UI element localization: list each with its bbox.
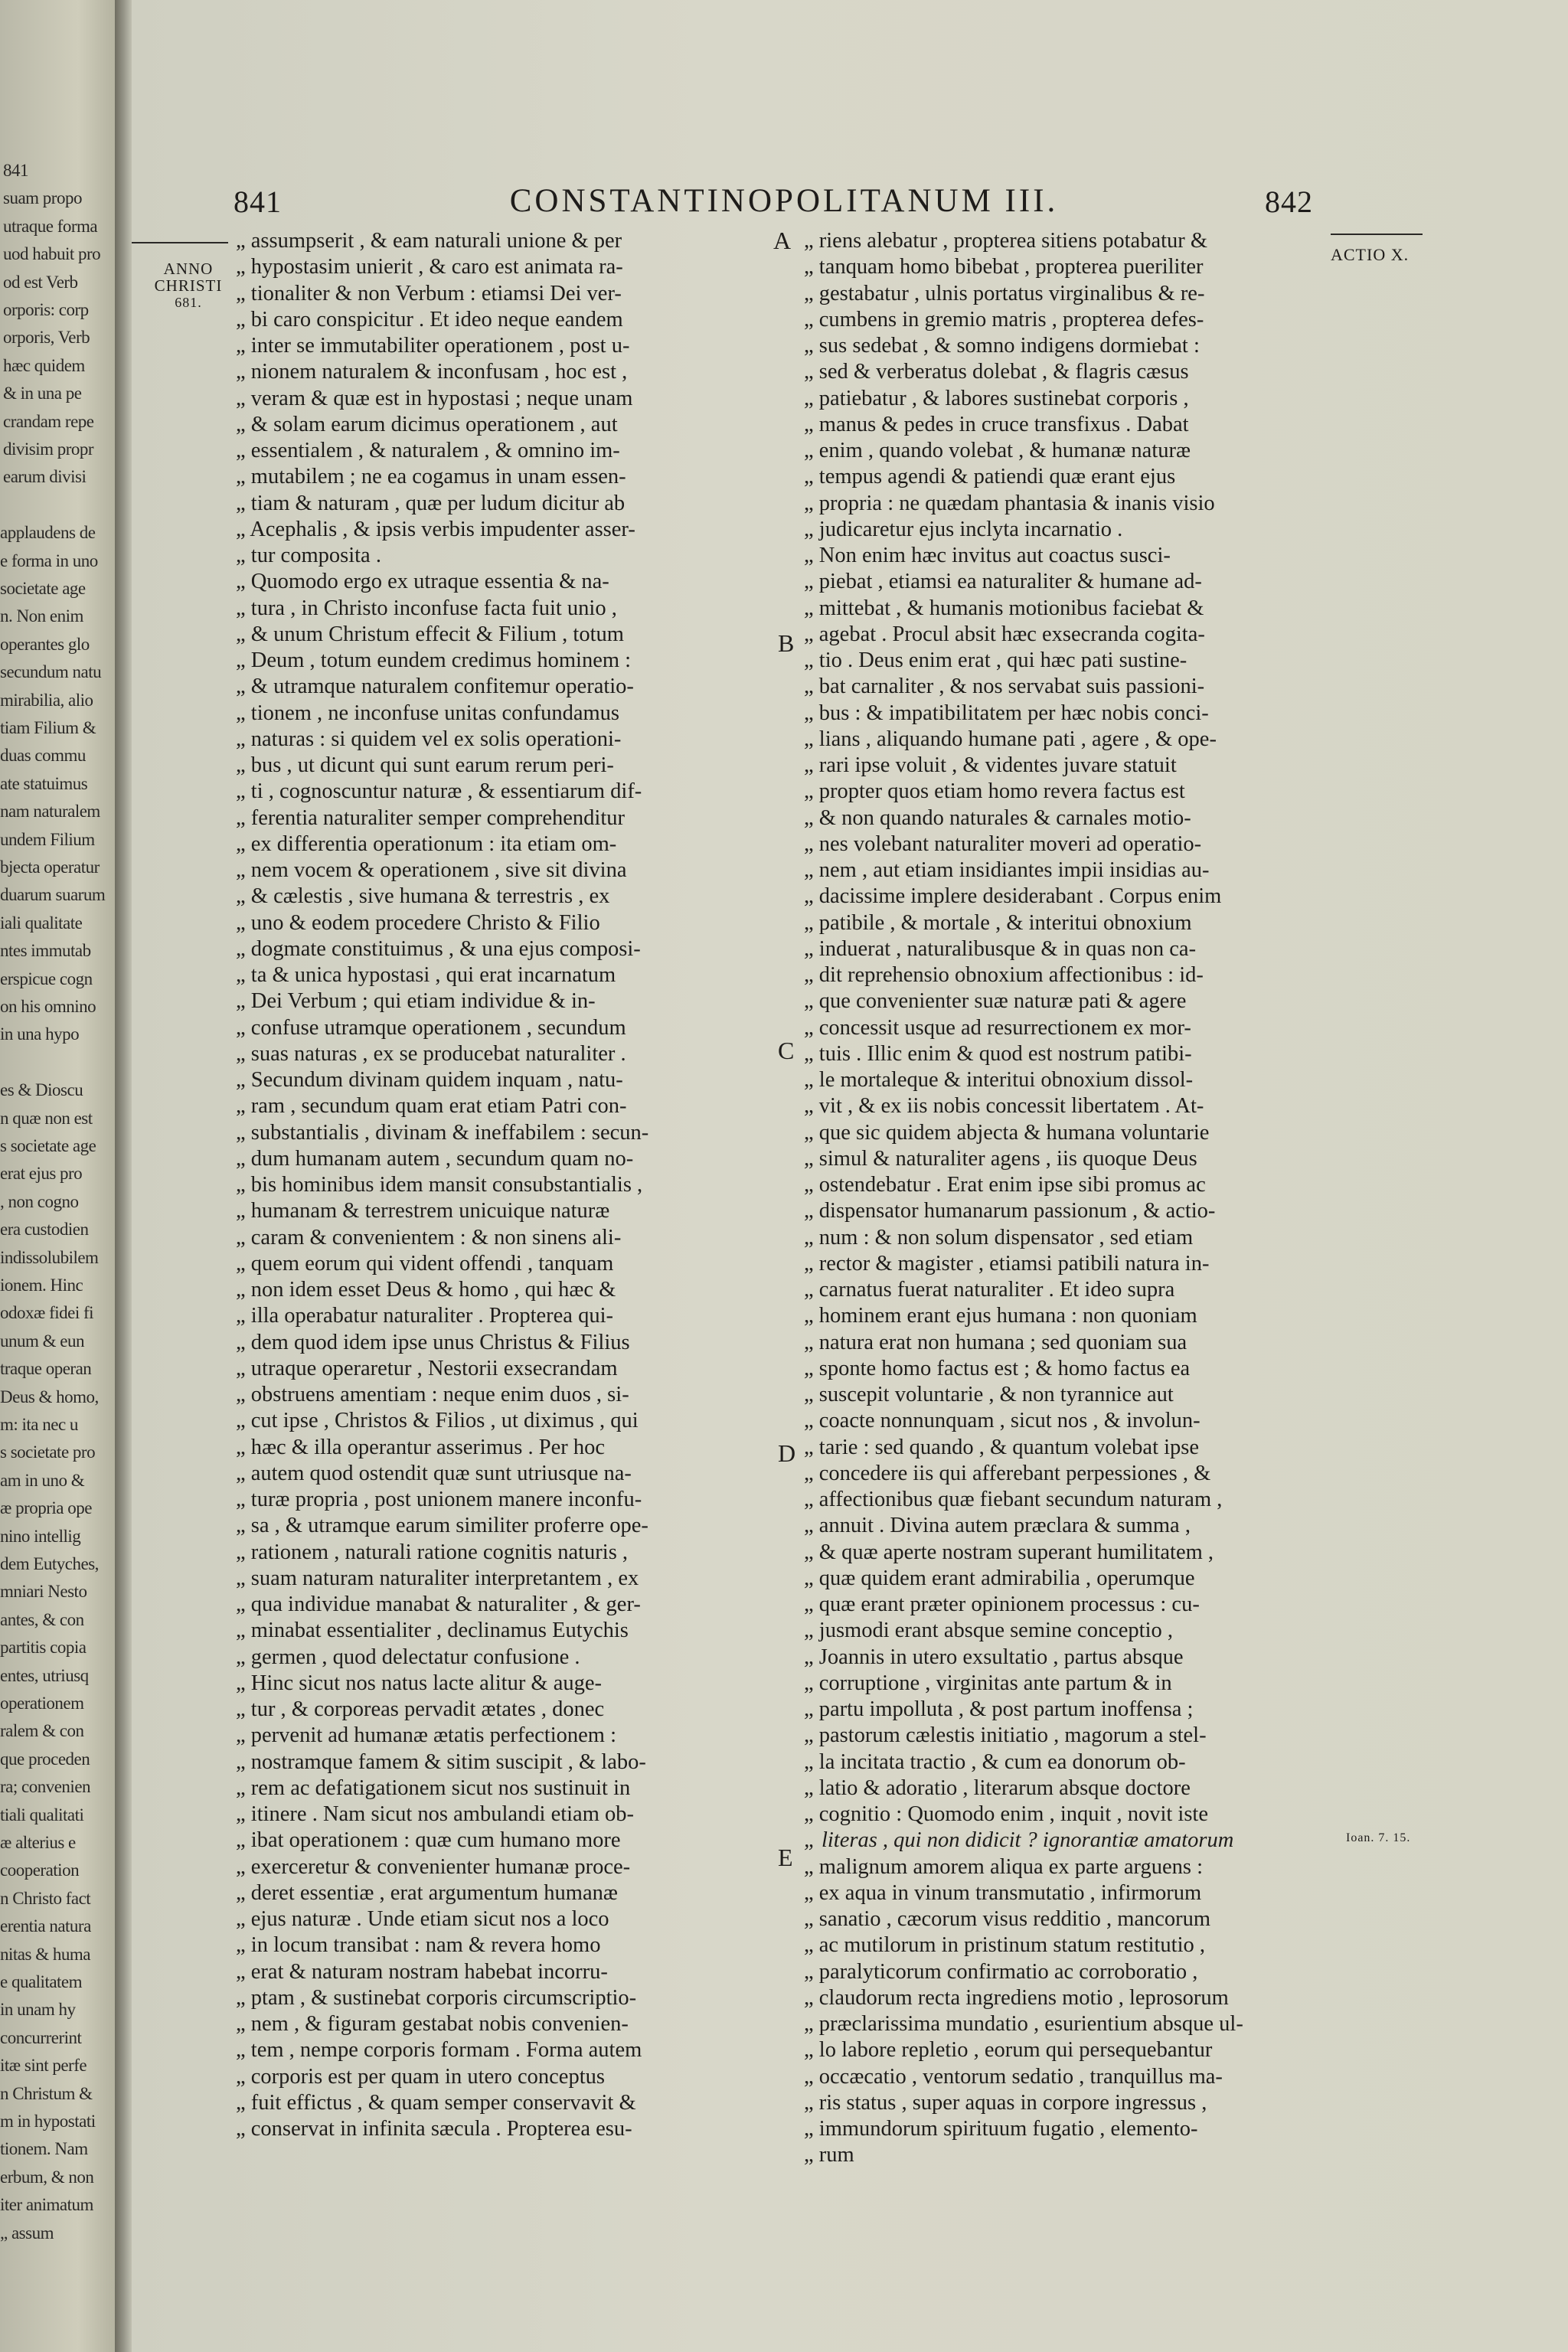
text-line: „ turæ propria , post unionem manere inconfu- bbox=[236, 1488, 642, 1511]
spine-text-line: 841 bbox=[3, 161, 28, 180]
spine-text-line: ionem. Hinc bbox=[0, 1276, 83, 1295]
section-mark-a: A bbox=[773, 227, 792, 254]
spine-text-line: ra; convenien bbox=[0, 1777, 91, 1797]
text-line: „ gestabatur , ulnis portatus virginalibus & re- bbox=[804, 281, 1205, 305]
spine-text-line: n Christo fact bbox=[0, 1888, 91, 1908]
spine-text-line: duas commu bbox=[0, 746, 86, 766]
text-line: „ fuit effictus , & quam semper conservavit & bbox=[236, 2090, 636, 2115]
text-line: „ que convenienter suæ naturæ pati & agere bbox=[804, 989, 1187, 1014]
page-title: CONSTANTINOPOLITANUM III. bbox=[509, 183, 1059, 219]
text-line: „ tura , in Christo inconfuse facta fuit unio , bbox=[236, 596, 617, 620]
text-line: „ la incitata tractio , & cum ea donorum ob- bbox=[804, 1749, 1186, 1774]
text-line: „ tanquam homo bibebat , propterea pueriliter bbox=[804, 255, 1204, 279]
spine-text-line: erentia natura bbox=[0, 1916, 91, 1936]
spine-text-line: iter animatum bbox=[0, 2195, 93, 2215]
spine-text-line: tiam Filium & bbox=[0, 718, 96, 737]
text-line: „ bus : & impatibilitatem per hæc nobis conci- bbox=[804, 701, 1209, 725]
text-line: „ Hinc sicut nos natus lacte alitur & auge- bbox=[236, 1671, 603, 1695]
spine-text-line: entes, utriusq bbox=[0, 1665, 89, 1685]
text-line: „ claudorum recta ingrediens motio , leprosorum bbox=[804, 1985, 1229, 2010]
spine-text-line: n. Non enim bbox=[0, 606, 83, 626]
text-line: „ manus & pedes in cruce transfixus . Dabat bbox=[804, 412, 1189, 436]
text-line: „ confuse utramque operationem , secundum bbox=[236, 1015, 626, 1040]
text-line: „ jusmodi erant absque semine conceptio , bbox=[804, 1619, 1173, 1643]
anno-label: ANNO bbox=[163, 260, 214, 278]
text-line: „ corruptione , virginitas ante partum & in bbox=[804, 1671, 1172, 1695]
text-line: „ concedere iis qui afferebant perpessiones , & bbox=[804, 1461, 1211, 1485]
text-line: „ nem , aut etiam insidiantes impii insidias au- bbox=[804, 858, 1210, 882]
spine-text-line: am in uno & bbox=[0, 1470, 85, 1490]
text-line: „ occæcatio , ventorum sedatio , tranquillus ma- bbox=[804, 2064, 1223, 2089]
text-line: „ naturas : si quidem vel ex solis operationi- bbox=[236, 727, 622, 751]
text-line: „ judicaretur ejus inclyta incarnatio . bbox=[804, 517, 1123, 541]
spine-text-line: odoxæ fidei fi bbox=[0, 1303, 94, 1323]
text-line: „ cognitio : Quomodo enim , inquit , novit iste bbox=[804, 1802, 1209, 1826]
text-line: „ hæc & illa operantur asserimus . Per hoc bbox=[236, 1435, 605, 1459]
spine-text-line: æ propria ope bbox=[0, 1498, 92, 1518]
text-line: „ annuit . Divina autem præclara & summa , bbox=[804, 1514, 1191, 1538]
spine-text-line: tiali qualitati bbox=[0, 1805, 84, 1824]
text-line: „ humanam & terrestrem unicuique naturæ bbox=[236, 1199, 610, 1223]
text-line: „ uno & eodem procedere Christo & Filio bbox=[236, 910, 600, 935]
spine-text-line: & in una pe bbox=[3, 384, 82, 403]
text-line: „ suscepit voluntarie , & non tyrannice aut bbox=[804, 1383, 1174, 1406]
text-line: „ minabat essentialiter , declinamus Eutychis bbox=[236, 1619, 629, 1643]
text-line: „ immundorum spirituum fugatio , elemento- bbox=[804, 2117, 1198, 2141]
text-line: „ piebat , etiamsi ea naturaliter & humane ad- bbox=[804, 570, 1202, 594]
reference-note: Ioan. 7. 15. bbox=[1346, 1831, 1411, 1844]
spine-text-line: utraque forma bbox=[3, 216, 98, 236]
spine-text-line: erat ejus pro bbox=[0, 1164, 83, 1184]
spine-text-line: ralem & con bbox=[0, 1721, 84, 1741]
text-line: „ sanatio , cæcorum visus redditio , mancorum bbox=[804, 1907, 1211, 1931]
right-margin-rule bbox=[1331, 234, 1423, 235]
spine-text-line: bjecta operatur bbox=[0, 858, 100, 877]
text-line: „ ex aqua in vinum transmutatio , infirmorum bbox=[804, 1880, 1202, 1905]
text-line: „ obstruens amentiam : neque enim duos , si- bbox=[236, 1383, 629, 1406]
text-line: „ Joannis in utero exsultatio , partus absque bbox=[804, 1645, 1184, 1669]
text-line: „ cut ipse , Christos & Filios , ut diximus , qui bbox=[236, 1409, 639, 1433]
book-gutter bbox=[115, 0, 133, 2352]
spine-text-line: Deus & homo, bbox=[0, 1387, 99, 1406]
text-line: „ rationem , naturali ratione cognitis naturis , bbox=[236, 1540, 629, 1564]
text-line: „ hypostasim unierit , & caro est animata ra- bbox=[236, 255, 623, 279]
text-line: „ dum humanam autem , secundum quam no- bbox=[236, 1146, 634, 1171]
spine-text-line: erbum, & non bbox=[0, 2167, 94, 2187]
text-line: „ que sic quidem abjecta & humana voluntarie bbox=[804, 1120, 1210, 1145]
spine-text-line: operationem bbox=[0, 1694, 84, 1713]
spine-text-line: unum & eun bbox=[0, 1331, 84, 1351]
text-line: „ rari ipse voluit , & videntes juvare statuit bbox=[804, 753, 1177, 777]
text-line: „ tionem , ne inconfuse unitas confundamus bbox=[236, 701, 620, 725]
spine-text-line: divisim propr bbox=[3, 439, 94, 459]
spine-text-line: operantes glo bbox=[0, 634, 90, 654]
text-line: „ tarie : sed quando , & quantum volebat ipse bbox=[804, 1435, 1200, 1459]
text-line: „ ta & unica hypostasi , qui erat incarnatum bbox=[236, 963, 616, 987]
text-line: „ quæ quidem erant admirabilia , operumque bbox=[804, 1566, 1195, 1590]
text-line: „ tio . Deus enim erat , qui hæc pati sustine- bbox=[804, 648, 1187, 672]
spine-text-line: nino intellig bbox=[0, 1526, 81, 1546]
spine-text-line: n quæ non est bbox=[0, 1108, 93, 1128]
text-line: „ ex differentia operationum : ita etiam om- bbox=[236, 831, 617, 856]
text-line: „ sus sedebat , & somno indigens dormiebat : bbox=[804, 334, 1200, 358]
text-line: „ partu impolluta , & post partum inoffensa ; bbox=[804, 1697, 1194, 1721]
spine-text-line: dem Eutyches, bbox=[0, 1554, 99, 1573]
text-line: „ quæ erant præter opinionem processus : cu- bbox=[804, 1592, 1200, 1616]
spine-text-line: es & Dioscu bbox=[0, 1080, 83, 1100]
section-mark-e: E bbox=[778, 1844, 793, 1871]
text-line: „ nostramque famem & sitim suscipit , & labo- bbox=[236, 1749, 646, 1774]
text-line: „ rum bbox=[804, 2143, 854, 2167]
spine-text-line: tionem. Nam bbox=[0, 2139, 88, 2159]
spine-text-line: ate statuimus bbox=[0, 773, 88, 793]
spine-text-line: partitis copia bbox=[0, 1638, 87, 1658]
text-line: „ ferentia naturaliter semper comprehenditur bbox=[236, 805, 626, 830]
spine-text-line: que proceden bbox=[0, 1749, 90, 1769]
text-line: „ malignum amorem aliqua ex parte arguens : bbox=[804, 1854, 1204, 1879]
spine-text-line: æ alterius e bbox=[0, 1833, 76, 1852]
spine-text-line: e forma in uno bbox=[0, 550, 98, 570]
text-line: „ le mortaleque & interitui obnoxium dissol- bbox=[804, 1068, 1194, 1092]
text-line: „ erat & naturam nostram habebat incorru- bbox=[236, 1959, 608, 1984]
text-line: „ coacte nonnunquam , sicut nos , & involun- bbox=[804, 1409, 1200, 1433]
text-line: „ dacissime implere desiderabant . Corpus enim bbox=[804, 884, 1222, 909]
text-line: „ enim , quando volebat , & humanæ naturæ bbox=[804, 439, 1191, 462]
text-line: „ nem , & figuram gestabat nobis convenien- bbox=[236, 2012, 629, 2036]
text-line: „ assumpserit , & eam naturali unione & per bbox=[236, 229, 622, 253]
spine-text-line: cooperation bbox=[0, 1860, 80, 1880]
spine-text-line: hæc quidem bbox=[3, 355, 85, 375]
text-line: „ Secundum divinam quidem inquam , natu- bbox=[236, 1068, 623, 1092]
text-line: „ non idem esset Deus & homo , qui hæc & bbox=[236, 1278, 616, 1302]
text-line: „ deret essentiæ , erat argumentum humanæ bbox=[236, 1880, 618, 1905]
text-line: „ simul & naturaliter agens , iis quoque Deus bbox=[804, 1146, 1197, 1171]
text-line: „ tuis . Illic enim & quod est nostrum patibi- bbox=[804, 1041, 1192, 1066]
text-line: „ Dei Verbum ; qui etiam individue & in- bbox=[236, 989, 596, 1014]
text-line: „ conservat in infinita sæcula . Propterea esu- bbox=[236, 2117, 632, 2141]
text-line: „ substantialis , divinam & ineffabilem : secun- bbox=[236, 1120, 649, 1145]
text-line: „ & quæ aperte nostram superant humilitatem , bbox=[804, 1540, 1214, 1564]
spine-text-line: s societate age bbox=[0, 1136, 96, 1155]
spine-text-line: antes, & con bbox=[0, 1609, 84, 1629]
spine-text-line: on his omnino bbox=[0, 997, 96, 1016]
text-line: „ literas , qui non didicit ? ignorantiæ amatorum bbox=[804, 1828, 1234, 1853]
text-line: „ induerat , naturalibusque & in quas non ca- bbox=[804, 936, 1197, 961]
text-line: „ quem eorum qui vident offendi , tanquam bbox=[236, 1251, 614, 1276]
text-line: „ tur composita . bbox=[236, 544, 381, 567]
text-line: „ carnatus fuerat naturaliter . Et ideo supra bbox=[804, 1278, 1175, 1302]
text-line: „ exerceretur & convenienter humanæ proce- bbox=[236, 1854, 631, 1879]
text-line: „ corporis est per quam in utero conceptus bbox=[236, 2064, 605, 2089]
text-line: „ lians , aliquando humane pati , agere , & ope- bbox=[804, 727, 1217, 751]
left-page-number: 841 bbox=[234, 185, 282, 219]
text-line: „ concessit usque ad resurrectionem ex mor- bbox=[804, 1015, 1191, 1040]
text-line: „ ac mutilorum in pristinum statum restitutio , bbox=[804, 1933, 1206, 1958]
text-line: „ tem , nempe corporis formam . Forma autem bbox=[236, 2038, 642, 2063]
spine-text-line: era custodien bbox=[0, 1220, 89, 1240]
text-line: „ latio & adoratio , literarum absque doctore bbox=[804, 1775, 1191, 1800]
text-line: „ hominem erant ejus humana : non quoniam bbox=[804, 1304, 1197, 1328]
text-line: „ germen , quod delectatur confusione . bbox=[236, 1645, 580, 1669]
text-line: „ ibat operationem : quæ cum humano more bbox=[236, 1828, 621, 1853]
text-line: „ illa operabatur naturaliter . Propterea qui- bbox=[236, 1304, 613, 1328]
text-line: „ veram & quæ est in hypostasi ; neque unam bbox=[236, 386, 633, 410]
spine-text-line: indissolubilem bbox=[0, 1247, 99, 1267]
spine-text-line: itæ sint perfe bbox=[0, 2056, 87, 2076]
spine-text-line: nam naturalem bbox=[0, 802, 100, 822]
text-line: „ tiam & naturam , quæ per ludum dicitur ab bbox=[236, 491, 626, 515]
spine-text-line: in unam hy bbox=[0, 2000, 76, 2020]
text-line: „ rem ac defatigationem sicut nos sustinuit in bbox=[236, 1775, 631, 1800]
text-line: „ riens alebatur , propterea sitiens potabatur & bbox=[804, 229, 1208, 253]
text-line: „ mittebat , & humanis motionibus faciebat & bbox=[804, 596, 1204, 620]
text-line: „ in locum transibat : nam & revera homo bbox=[236, 1933, 601, 1958]
spine-text-line: mirabilia, alio bbox=[0, 690, 93, 710]
spine-text-line: earum divisi bbox=[3, 467, 87, 487]
text-line: „ patibile , & mortale , & interitui obnoxium bbox=[804, 910, 1192, 935]
text-line: „ bat carnaliter , & nos servabat suis passioni- bbox=[804, 675, 1205, 699]
text-line: „ dogmate constituimus , & una ejus composi- bbox=[236, 936, 641, 961]
christi-label: CHRISTI bbox=[154, 276, 223, 295]
text-line: „ lo labore repletio , eorum qui persequebantur bbox=[804, 2038, 1213, 2063]
text-line: „ rector & magister , etiamsi patibili natura in- bbox=[804, 1251, 1210, 1276]
spine-text-line: societate age bbox=[0, 579, 86, 598]
text-line: „ qua individue manabat & naturaliter , & ger- bbox=[236, 1592, 641, 1616]
text-line: „ & solam earum dicimus operationem , aut bbox=[236, 412, 618, 436]
spine-text-line: erspicue cogn bbox=[0, 969, 93, 988]
section-mark-b: B bbox=[778, 629, 795, 657]
spine-text-line: , non cogno bbox=[0, 1191, 79, 1211]
text-line: „ paralyticorum confirmatio ac corroboratio , bbox=[804, 1959, 1198, 1984]
text-line: „ & unum Christum effecit & Filium , totum bbox=[236, 622, 624, 646]
right-page-number: 842 bbox=[1265, 185, 1313, 219]
text-line: „ natura erat non humana ; sed quoniam sua bbox=[804, 1330, 1187, 1354]
text-line: „ utraque operaretur , Nestorii exsecrandam bbox=[236, 1356, 618, 1380]
spine-text-line: m: ita nec u bbox=[0, 1415, 78, 1434]
text-line: „ itinere . Nam sicut nos ambulandi etiam ob- bbox=[236, 1802, 634, 1826]
text-line: „ & utramque naturalem confitemur operatio- bbox=[236, 675, 634, 699]
text-line: „ agebat . Procul absit hæc exsecranda cogita- bbox=[804, 622, 1205, 646]
text-line: „ essentialem , & naturalem , & omnino im- bbox=[236, 439, 620, 462]
text-line: „ & non quando naturales & carnales motio- bbox=[804, 805, 1191, 830]
left-margin-rule bbox=[132, 242, 228, 243]
text-line: „ propria : ne quædam phantasia & inanis visio bbox=[804, 491, 1215, 515]
spine-text-line: s societate pro bbox=[0, 1442, 96, 1462]
year-label: 681. bbox=[175, 295, 202, 310]
text-line: „ ti , cognoscuntur naturæ , & essentiarum dif- bbox=[236, 779, 642, 804]
text-line: „ dem quod idem ipse unus Christus & Filius bbox=[236, 1330, 630, 1354]
actio-label: ACTIO X. bbox=[1331, 245, 1410, 264]
text-line: „ propter quos etiam homo revera factus est bbox=[804, 779, 1185, 804]
section-mark-c: C bbox=[778, 1037, 795, 1064]
text-line: „ pervenit ad humanæ ætatis perfectionem : bbox=[236, 1723, 617, 1748]
text-line: „ tempus agendi & patiendi quæ erant ejus bbox=[804, 465, 1176, 489]
text-line: „ Acephalis , & ipsis verbis impudenter asser- bbox=[236, 517, 635, 541]
spine-text-line: applaudens de bbox=[0, 523, 96, 543]
text-line: „ inter se immutabiliter operationem , post u- bbox=[236, 334, 630, 358]
text-line: „ bis hominibus idem mansit consubstantialis , bbox=[236, 1173, 643, 1197]
spine-text-line: concurrerint bbox=[0, 2027, 82, 2047]
facing-page-fragment bbox=[0, 0, 130, 2352]
text-line: „ patiebatur , & labores sustinebat corporis , bbox=[804, 386, 1189, 410]
text-line: „ Quomodo ergo ex utraque essentia & na- bbox=[236, 570, 609, 594]
text-line: „ ram , secundum quam erat etiam Patri con- bbox=[236, 1094, 627, 1119]
text-line: „ Deum , totum eundem credimus hominem : bbox=[236, 648, 632, 672]
spine-text-line: nitas & huma bbox=[0, 1944, 90, 1964]
text-line: „ ris status , super aquas in corpore ingressus , bbox=[804, 2090, 1207, 2115]
spine-text-line: m in hypostati bbox=[0, 2112, 96, 2131]
text-line: „ tur , & corporeas pervadit ætates , donec bbox=[236, 1697, 605, 1721]
spine-text-line: traque operan bbox=[0, 1359, 92, 1379]
section-mark-d: D bbox=[778, 1439, 796, 1467]
text-line: „ caram & convenientem : & non sinens ali- bbox=[236, 1225, 622, 1250]
spine-text-line: iali qualitate bbox=[0, 913, 83, 933]
text-line: „ præclarissima mundatio , esurientium absque ul- bbox=[804, 2012, 1243, 2036]
text-line: „ bus , ut dicunt qui sunt earum rerum peri- bbox=[236, 753, 614, 777]
spine-text-line: mniari Nesto bbox=[0, 1582, 87, 1602]
text-line: „ nem vocem & operationem , sive sit divina bbox=[236, 858, 627, 882]
spine-text-line: ntes immutab bbox=[0, 941, 91, 961]
text-line: „ dispensator humanarum passionum , & actio- bbox=[804, 1199, 1216, 1223]
text-line: „ sa , & utramque earum similiter proferre ope- bbox=[236, 1514, 648, 1538]
spine-text-line: orporis, Verb bbox=[3, 328, 90, 348]
text-line: „ suam naturam naturaliter interpretantem , ex bbox=[236, 1566, 639, 1590]
spine-text-line: uod habuit pro bbox=[3, 244, 101, 264]
spine-text-line: undem Filium bbox=[0, 829, 95, 849]
text-line: „ vit , & ex iis nobis concessit libertatem . At- bbox=[804, 1094, 1204, 1119]
spine-text-line: od est Verb bbox=[3, 272, 78, 292]
text-line: „ dit reprehensio obnoxium affectionibus : id- bbox=[804, 963, 1204, 987]
text-line: „ num : & non solum dispensator , sed etiam bbox=[804, 1225, 1194, 1250]
text-line: „ bi caro conspicitur . Et ideo neque eandem bbox=[236, 307, 623, 332]
spine-text-line: duarum suarum bbox=[0, 885, 106, 905]
text-line: „ pastorum cælestis initiatio , magorum a stel- bbox=[804, 1723, 1207, 1748]
text-line: „ suas naturas , ex se producebat naturaliter . bbox=[236, 1041, 626, 1066]
spine-text-line: orporis: corp bbox=[3, 300, 89, 319]
spine-text-line: suam propo bbox=[3, 188, 82, 208]
text-line: „ sed & verberatus dolebat , & flagris cæsus bbox=[804, 360, 1189, 384]
spine-text-line: e qualitatem bbox=[0, 1972, 83, 1991]
text-line: „ tionaliter & non Verbum : etiamsi Dei ver- bbox=[236, 281, 622, 305]
anno-christi-note bbox=[142, 260, 234, 311]
spine-text-line: in una hypo bbox=[0, 1024, 80, 1044]
text-line: „ cumbens in gremio matris , propterea defes- bbox=[804, 307, 1204, 332]
text-line: „ affectionibus quæ fiebant secundum naturam , bbox=[804, 1488, 1223, 1511]
spine-text-line: n Christum & bbox=[0, 2083, 93, 2103]
spine-text-line: „ assum bbox=[0, 2223, 54, 2243]
text-line: „ autem quod ostendit quæ sunt utriusque na- bbox=[236, 1461, 632, 1485]
text-line: „ nes volebant naturaliter moveri ad operatio- bbox=[804, 831, 1202, 856]
text-line: „ ejus naturæ . Unde etiam sicut nos a loco bbox=[236, 1907, 609, 1931]
text-line: „ nionem naturalem & inconfusam , hoc est , bbox=[236, 360, 628, 384]
text-line: „ sponte homo factus est ; & homo factus ea bbox=[804, 1356, 1191, 1380]
text-line: „ Non enim hæc invitus aut coactus susci- bbox=[804, 544, 1171, 567]
spine-text-line: secundum natu bbox=[0, 662, 102, 682]
text-line: „ ptam , & sustinebat corporis circumscriptio- bbox=[236, 1985, 637, 2010]
text-line: „ ostendebatur . Erat enim ipse sibi promus ac bbox=[804, 1173, 1206, 1197]
text-line: „ & cælestis , sive humana & terrestris , ex bbox=[236, 884, 610, 909]
spine-text-line: crandam repe bbox=[3, 411, 94, 431]
text-line: „ mutabilem ; ne ea cogamus in unam essen- bbox=[236, 465, 626, 489]
